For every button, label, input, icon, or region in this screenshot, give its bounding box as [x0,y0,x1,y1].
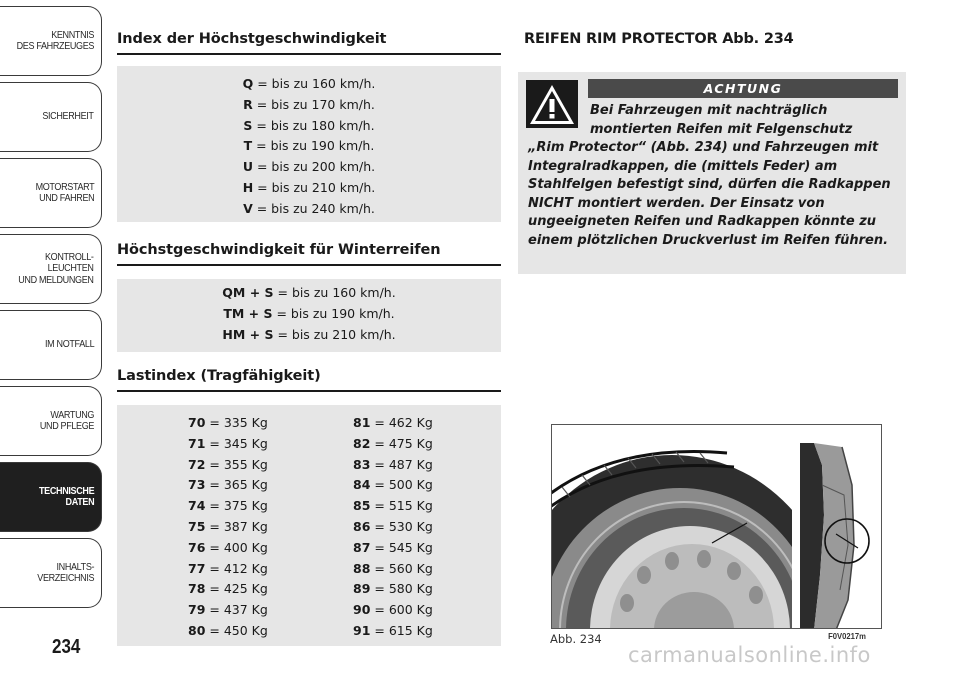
index-value: = 515 Kg [370,498,433,514]
index-value: = bis zu 200 km/h. [253,159,376,175]
index-row [117,178,501,199]
index-value: = 600 Kg [370,602,433,618]
chapter-tab[interactable] [0,386,102,456]
chapter-tab-label: SICHERHEIT [42,110,94,123]
index-code: 78 [188,581,206,597]
index-code: 70 [188,415,206,430]
index-code: 81 [353,415,371,430]
chapter-tab[interactable] [0,462,102,532]
index-value: = 615 Kg [370,622,433,638]
index-value: = bis zu 240 km/h. [252,200,375,216]
index-code: H [242,179,254,195]
index-value: = bis zu 160 km/h. [273,285,396,300]
index-code: 80 [188,622,206,638]
index-value: = 365 Kg [205,477,268,493]
warning-text-body: „Rim Protector“ (Abb. 234) und Fahrzeugen mit Integralradkappen, die (mittels Feder) am Stahlfelgen befestigt sind, dürfen die Radkappen NICHT montiert werden. Der Einsatz von ungeeigneten Reifen und Radkappen könnte zu einem plötzlichen Druckverlust im Reifen führen. [528,140,891,248]
tire-rim-protector-figure [551,424,882,629]
index-code: 86 [353,518,371,534]
index-code: 71 [188,435,206,451]
winter-index-heading: Höchstgeschwindigkeit für Winterreifen [117,242,501,266]
index-row [117,304,501,325]
index-code: 74 [188,498,206,514]
index-row [188,496,268,517]
index-code: 83 [353,456,371,472]
index-row [353,496,433,517]
chapter-tab[interactable] [0,310,102,380]
watermark: carmanualsonline.info [628,643,871,667]
index-row [353,517,433,538]
index-code: 89 [353,581,371,597]
warning-label: ACHTUNG [588,79,898,98]
index-code: 88 [353,560,371,576]
index-row [353,413,433,434]
index-value: = 475 Kg [370,435,433,451]
index-code: 76 [188,539,206,555]
index-value: = 345 Kg [205,435,268,451]
page-number: 234 [52,636,81,658]
chapter-tab[interactable] [0,6,102,76]
index-value: = bis zu 180 km/h. [252,117,375,133]
warning-text [528,102,900,250]
index-row [353,559,433,580]
index-row [353,455,433,476]
chapter-tab[interactable] [0,158,102,228]
figure-caption: Abb. 234 [550,632,602,646]
index-value: = bis zu 190 km/h. [252,138,375,154]
index-value: = 387 Kg [205,518,268,534]
chapter-tab-label: INHALTS- VERZEICHNIS [37,560,94,584]
load-index-heading: Lastindex (Tragfähigkeit) [117,368,501,392]
index-row [188,413,268,434]
index-row [188,538,268,559]
index-code: 75 [188,518,206,534]
index-code: 90 [353,602,371,618]
index-row [188,600,268,621]
index-row [117,283,501,304]
index-code: TM + S [223,305,273,321]
index-value: = 560 Kg [370,560,433,576]
index-row [117,95,501,116]
index-row [188,579,268,600]
index-value: = bis zu 170 km/h. [252,96,375,112]
winter-index-table [117,279,501,352]
index-code: V [243,200,253,216]
index-code: 77 [188,560,206,576]
index-row [353,579,433,600]
index-row [117,116,501,137]
index-value: = bis zu 210 km/h. [273,326,396,342]
load-index-table [117,405,501,646]
index-value: = 355 Kg [205,456,268,472]
index-value: = 530 Kg [370,518,433,534]
index-value: = 450 Kg [205,622,268,638]
chapter-tab-label: WARTUNG UND PFLEGE [39,408,94,432]
index-value: = 545 Kg [370,539,433,555]
index-row [117,199,501,220]
index-value: = 462 Kg [370,415,433,430]
index-code: 84 [353,477,371,493]
load-index-column-1 [188,413,268,642]
index-row [353,538,433,559]
index-row [188,434,268,455]
speed-index-table [117,66,501,222]
speed-index-heading: Index der Höchstgeschwindigkeit [117,31,501,55]
index-row [188,455,268,476]
index-row [117,74,501,95]
chapter-tab-label: IM NOTFALL [44,338,94,351]
index-code: 91 [353,622,371,638]
index-row [117,325,501,346]
index-value: = 412 Kg [205,560,268,576]
index-code: T [243,138,253,154]
index-value: = 425 Kg [205,581,268,597]
index-value: = 500 Kg [370,477,433,493]
warning-text-first-line: Bei Fahrzeugen mit nachträglich montierten Reifen mit Felgenschutz [590,103,853,137]
index-code: Q [242,76,254,91]
chapter-tab-label: KENNTNIS DES FAHRZEUGES [16,28,94,52]
index-code: 82 [353,435,371,451]
index-value: = 375 Kg [205,498,268,514]
index-code: 87 [353,539,371,555]
chapter-tab-label: MOTORSTART UND FAHREN [35,180,94,204]
rim-protector-title: REIFEN RIM PROTECTOR Abb. 234 [524,31,794,47]
index-row [188,517,268,538]
index-value: = bis zu 160 km/h. [253,76,376,91]
index-row [188,559,268,580]
index-value: = 487 Kg [370,456,433,472]
index-code: U [242,159,253,175]
index-code: 79 [188,602,206,618]
chapter-tab[interactable] [0,82,102,152]
figure-code: F0V0217m [828,631,866,641]
index-value: = 580 Kg [370,581,433,597]
index-code: 72 [188,456,206,472]
chapter-tab[interactable] [0,234,102,304]
index-row [353,621,433,642]
index-value: = 400 Kg [205,539,268,555]
index-code: R [243,96,253,112]
index-code: 73 [188,477,206,493]
chapter-tab-label: KONTROLL- LEUCHTEN UND MELDUNGEN [18,250,94,286]
index-row [353,600,433,621]
index-row [188,621,268,642]
warning-box [518,72,906,274]
index-value: = 335 Kg [205,415,268,430]
index-value: = bis zu 190 km/h. [272,305,395,321]
load-index-column-2 [353,413,433,642]
index-code: 85 [353,498,371,514]
index-row [353,434,433,455]
chapter-tab-label: TECHNISCHE DATEN [38,484,94,508]
index-row [353,475,433,496]
index-value: = 437 Kg [205,602,268,618]
index-row [188,475,268,496]
index-code: HM + S [222,326,274,342]
index-code: S [243,117,253,133]
index-code: QM + S [222,285,274,300]
chapter-tab[interactable] [0,538,102,608]
index-row [117,136,501,157]
index-row [117,157,501,178]
index-value: = bis zu 210 km/h. [253,179,376,195]
